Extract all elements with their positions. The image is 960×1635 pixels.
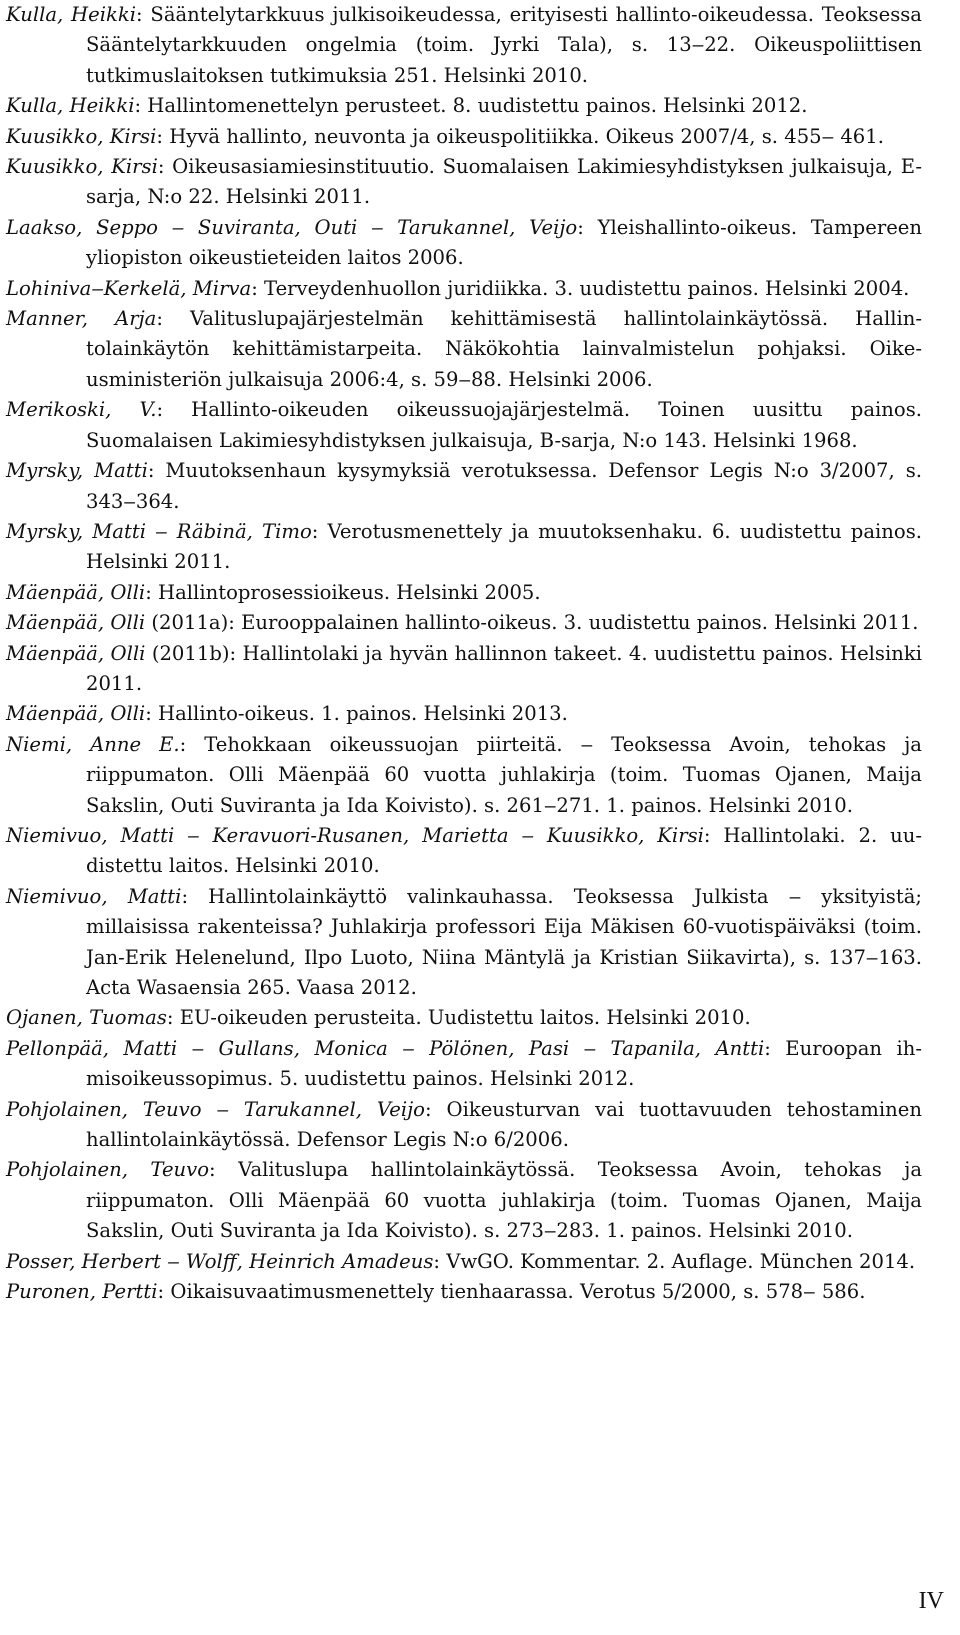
reference-entry [6, 0, 922, 91]
reference-text: : Valituslupa hallintolainkäytössä. Teoksessa Avoin, tehokas ja riippumaton. Olli Mäenpää 60 vuotta juhlakirja (toim. Tuomas Ojanen, Maija Sakslin, Outi Suviranta ja Ida Koivisto). s. 273‒283. 1. painos. Helsinki 2010. [86, 1158, 923, 1243]
reference-authors: Pohjolainen, Teuvo [6, 1158, 210, 1182]
reference-entry [6, 1155, 922, 1246]
reference-text: : Hallintolainkäyttö valinkauhassa. Teoksessa Julkista ‒ yksityistä; millaisissa rakenteissa? Juhlakirja professori Eija Mäkisen 60-vuotispäiväksi (toim. Jan-Erik Helenelund, Ilpo Luoto, Niina Mäntylä ja Kristian Siikavirta), s. 137‒163. Acta Wasaensia 265. Vaasa 2012. [86, 884, 922, 999]
reference-text: : Sääntelytarkkuus julkisoikeudessa, erityisesti hallinto-oikeudessa. Teoksessa Sääntelytarkkuuden ongelmia (toim. Jyrki Tala), s. 13‒22. Oikeuspoliittisen tutkimuslaitoksen tutkimuksia 251. Helsinki 2010. [86, 3, 922, 87]
reference-text: : VwGO. Kommentar. 2. Auflage. München 2014. [433, 1249, 916, 1273]
reference-authors: Mäenpää, Olli [6, 611, 146, 635]
reference-text: : Hallintolaki. 2. uudistettu laitos. Helsinki 2010. [86, 823, 922, 878]
page-number: IV [918, 1588, 944, 1614]
reference-entry [6, 152, 922, 213]
reference-authors: Kulla, Heikki [6, 94, 135, 118]
reference-authors: Mäenpää, Olli [6, 641, 146, 665]
reference-authors: Niemi, Anne E. [6, 732, 180, 756]
reference-entry [6, 608, 922, 638]
reference-text: : Hallintomenettelyn perusteet. 8. uudistettu painos. Helsinki 2012. [134, 94, 808, 118]
reference-authors: Merikoski, V. [6, 398, 157, 422]
reference-authors: Lohiniva‒Kerkelä, Mirva [6, 276, 252, 300]
reference-authors: Kulla, Heikki [6, 3, 137, 26]
reference-entry [6, 1034, 922, 1095]
reference-authors: Niemivuo, Matti [6, 884, 182, 908]
reference-entry [6, 639, 922, 700]
reference-text: : Yleishallinto-oikeus. Tampereen yliopiston oikeustieteiden laitos 2006. [86, 215, 922, 270]
reference-authors: Posser, Herbert ‒ Wolff, Heinrich Amadeus [6, 1249, 434, 1273]
reference-entry [6, 578, 922, 608]
reference-text: : Tehokkaan oikeussuojan piirteitä. ‒ Teoksessa Avoin, tehokas ja riippumaton. Olli Mäenpää 60 vuotta juhlakirja (toim. Tuomas Ojanen, Maija Sakslin, Outi Suviranta ja Ida Koivisto). s. 261‒271. 1. painos. Helsinki 2010. [86, 732, 922, 817]
reference-entry [6, 730, 922, 821]
reference-authors: Kuusikko, Kirsi [6, 124, 157, 148]
reference-authors: Manner, Arja [6, 307, 157, 331]
reference-entry [6, 395, 922, 456]
reference-entry [6, 456, 922, 517]
reference-authors: Laakso, Seppo ‒ Suviranta, Outi ‒ Tarukannel, Veijo [6, 215, 578, 239]
reference-text: : Valituslupajärjestelmän kehittämisestä hallintolainkäytössä. Hallintolainkäytön kehittämistarpeita. Näkökohtia lainvalmistelun pohjaksi. Oikeusministeriön julkaisuja 2006:4, s. 59‒88. Helsinki 2006. [86, 307, 922, 391]
reference-authors: Pellonpää, Matti ‒ Gullans, Monica ‒ Pölönen, Pasi ‒ Tapanila, Antti [6, 1036, 765, 1060]
reference-authors: Niemivuo, Matti ‒ Keravuori-Rusanen, Marietta ‒ Kuusikko, Kirsi [6, 823, 704, 847]
reference-entry [6, 1003, 922, 1033]
reference-text: : Hallinto-oikeus. 1. painos. Helsinki 2013. [145, 702, 568, 726]
reference-entry [6, 213, 922, 274]
reference-text: : Hallinto-oikeuden oikeussuojajärjestelmä. Toinen uusittu painos. Suomalaisen Lakimiesyhdistyksen julkaisuja, B-sarja, N:o 143. Helsinki 1968. [86, 398, 922, 452]
reference-entry [6, 122, 922, 152]
reference-entry [6, 304, 922, 395]
reference-text: : Euroopan ihmisoikeussopimus. 5. uudistettu painos. Helsinki 2012. [86, 1036, 922, 1091]
reference-text: : Oikeusasiamiesinstituutio. Suomalaisen Lakimiesyhdistyksen julkaisuja, E-sarja, N:o 22. Helsinki 2011. [86, 155, 923, 209]
reference-authors: Myrsky, Matti [6, 459, 148, 483]
reference-entry [6, 274, 922, 304]
reference-authors: Puronen, Pertti [6, 1280, 158, 1304]
reference-entry [6, 517, 922, 578]
reference-authors: Pohjolainen, Teuvo ‒ Tarukannel, Veijo [6, 1097, 425, 1121]
reference-text: : Muutoksenhaun kysymyksiä verotuksessa. Defensor Legis N:o 3/2007, s. 343‒364. [86, 459, 922, 513]
reference-entry [6, 699, 922, 729]
reference-entry [6, 1095, 922, 1156]
reference-text: : Terveydenhuollon juridiikka. 3. uudistettu painos. Helsinki 2004. [251, 276, 910, 300]
reference-text: : Oikeusturvan vai tuottavuuden tehostaminen hallintolainkäytössä. Defensor Legis N:o 6/2006. [86, 1097, 922, 1152]
reference-authors: Mäenpää, Olli [6, 580, 146, 604]
reference-text: : Verotusmenettely ja muutoksenhaku. 6. uudistettu painos. Helsinki 2011. [86, 519, 922, 574]
reference-entry [6, 91, 922, 121]
reference-text: : EU-oikeuden perusteita. Uudistettu laitos. Helsinki 2010. [166, 1006, 751, 1030]
reference-authors: Mäenpää, Olli [6, 702, 146, 726]
reference-entry [6, 882, 922, 1004]
reference-text: : Hyvä hallinto, neuvonta ja oikeuspolitiikka. Oikeus 2007/4, s. 455‒ 461. [156, 124, 884, 148]
reference-authors: Myrsky, Matti ‒ Räbinä, Timo [6, 519, 312, 543]
reference-entry [6, 1277, 922, 1307]
reference-list [6, 0, 922, 1307]
reference-text: : Hallintoprosessioikeus. Helsinki 2005. [145, 580, 541, 604]
reference-text: (2011b): Hallintolaki ja hyvän hallinnon takeet. 4. uudistettu painos. Helsinki 2011. [86, 641, 923, 695]
reference-authors: Kuusikko, Kirsi [6, 155, 158, 179]
reference-entry [6, 1247, 922, 1277]
reference-authors: Ojanen, Tuomas [6, 1006, 167, 1030]
reference-text: : Oikaisuvaatimusmenettely tienhaarassa. Verotus 5/2000, s. 578‒ 586. [157, 1280, 866, 1304]
reference-entry [6, 821, 922, 882]
reference-text: (2011a): Eurooppalainen hallinto-oikeus. 3. uudistettu painos. Helsinki 2011. [145, 611, 919, 635]
